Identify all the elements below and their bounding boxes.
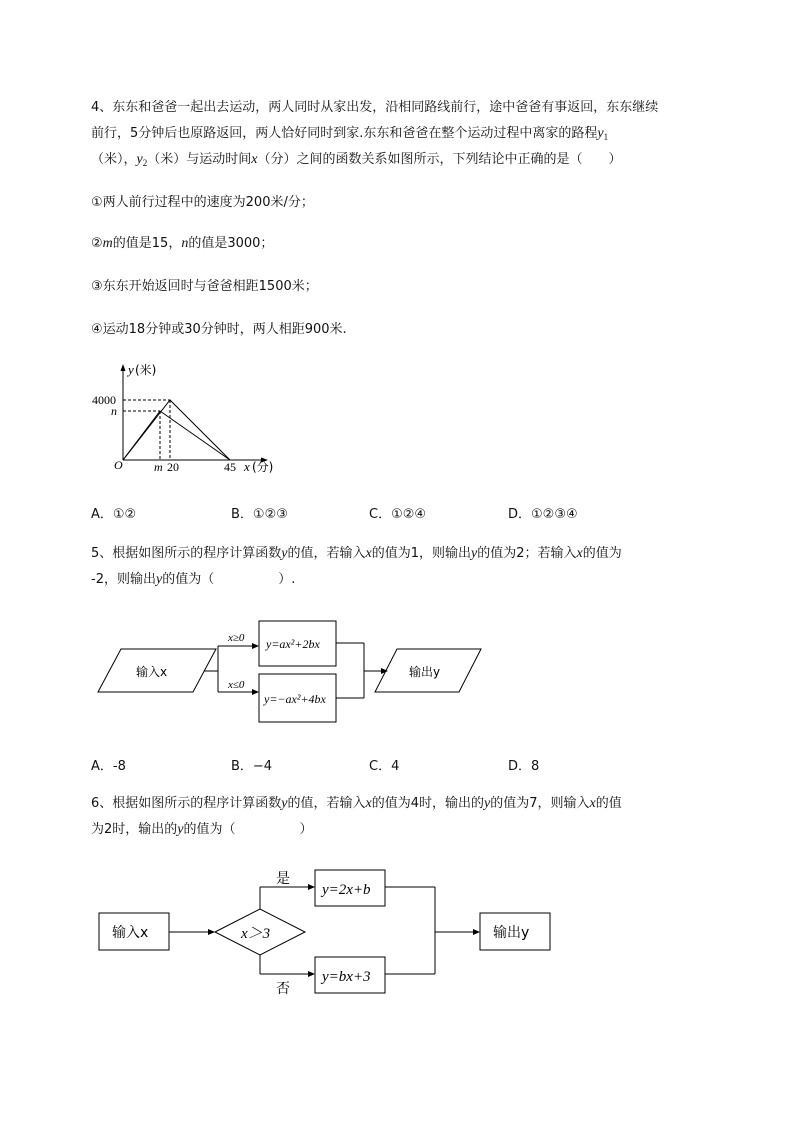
q4-statement-1: ①两人前行过程中的速度为200米/分； [91,195,314,210]
q4-line3-a: （米）， [91,152,137,167]
q4-s2-n: n [181,236,189,251]
q4-x-var: x [251,152,258,167]
q6-arrowhead-no [308,971,315,977]
q4-statement-4: ④运动18分钟或30分钟时，两人相距900米. [91,322,347,337]
q6-box-top-label: y=2x+b [322,882,371,898]
q4-option-a[interactable]: A．①② [91,507,137,522]
q5-line1-c: 的值为1，则输出 [371,546,472,561]
q6-line2-c: ） [299,822,313,837]
q5-box-bottom-label: y=−ax²+4bx [264,692,326,706]
q6-line2 [91,817,741,843]
q6-line1-d: 的值为7，则输入 [490,796,590,811]
q5-option-b[interactable]: B．−4 [231,759,273,774]
q4-tick-m: m [154,460,163,474]
q5-line2-c: ）. [278,572,296,587]
q4-x-label-var: x [244,459,250,474]
q4-s2-b: 的值是15， [112,236,182,251]
q6-output-label: 输出y [493,925,530,941]
q6-line2-b: 的值为（ [183,822,236,837]
q4-line3-c: （分）之间的函数关系如图所示，下列结论中正确的是（ ） [257,152,622,167]
q4-y2-sub: 2 [142,158,148,168]
q6-input-label: 输入x [112,925,149,941]
q6-line2-a: 为2时，输出的 [91,822,178,837]
q5-option-c[interactable]: C．4 [369,759,400,774]
q4-s2-m: m [102,236,113,251]
q4-s2-c: 的值是3000； [188,236,274,251]
q5-y-3: y [155,572,163,587]
q4-y1: y [597,126,604,141]
q6-line1-e: 的值 [595,796,622,811]
q5-cond-bottom: x≤0 [228,679,245,691]
q5-line1-b: 的值，若输入 [287,546,366,561]
q5-box-top-label: y=ax²+2bx [266,637,320,651]
q5-line2 [91,567,741,593]
q5-line2-b: 的值为（ [162,572,215,587]
q6-y-3: y [177,822,184,837]
q6-line1 [91,791,741,817]
q6-no-label: 否 [276,981,290,997]
q4-line-dad [123,411,230,460]
q5-input-label: 输入x [136,665,168,679]
q4-origin: O [114,458,123,472]
q5-cond-top: x≥0 [228,632,245,644]
q4-option-b[interactable]: B．①②③ [231,507,288,522]
q6-y-2: y [484,796,491,811]
q5-line1-d: 的值为2；若输入 [477,546,577,561]
q4-y1-sub: 1 [603,132,609,142]
q4-y-label-var: y [128,362,134,377]
q4-statement-3: ③东东开始返回时与爸爸相距1500米； [91,279,318,294]
q4-tick-4000: 4000 [92,393,116,407]
q4-line2-text: 前行，5分钟后也原路返回，两人恰好同时到家.东东和爸爸在整个运动过程中离家的路程 [91,126,598,141]
q5-flowchart [98,612,498,732]
q4-graph [92,360,300,480]
q4-y-label-unit: (米) [135,363,157,377]
q6-line1-a: 6、根据如图所示的程序计算函数 [91,796,282,811]
q6-x-2: x [589,796,596,811]
q6-y-1: y [281,796,288,811]
q4-line2 [91,121,741,150]
q4-statement-2 [91,231,741,257]
q4-line3-b: （米）与运动时间 [147,152,252,167]
q4-tick-n: n [111,404,117,418]
q4-s2-a: ② [91,236,103,251]
q5-option-d[interactable]: D．8 [508,759,540,774]
q4-option-d[interactable]: D．①②③④ [508,507,578,522]
q6-line1-c: 的值为4时，输出的 [371,796,485,811]
q4-line3 [91,147,741,176]
q5-line1 [91,541,741,567]
q5-arrowhead-top [252,643,259,649]
q4-option-c[interactable]: C．①②④ [369,507,427,522]
q4-tick-20: 20 [167,460,179,474]
q6-arrowhead-yes [308,884,315,890]
q6-line1-b: 的值，若输入 [287,796,366,811]
q4-y2: y [136,152,143,167]
q5-arrowhead-bottom [252,689,259,695]
q6-yes-label: 是 [276,871,290,887]
q5-x-1: x [365,546,372,561]
q6-x-1: x [365,796,372,811]
q4-x-label-unit: (分) [252,460,274,474]
q5-y-2: y [471,546,478,561]
q6-arrowhead-output [473,929,480,935]
q6-box-bottom-label: y=bx+3 [322,969,371,985]
q6-flowchart [98,862,568,1002]
q6-condition-label: x＞3 [241,926,271,942]
q5-output-label: 输出y [409,665,441,679]
q4-y-axis-arrow [121,364,126,371]
q5-line1-a: 5、根据如图所示的程序计算函数 [91,546,282,561]
q5-option-a[interactable]: A．-8 [91,759,126,774]
q4-tick-45: 45 [224,460,236,474]
q5-x-2: x [576,546,583,561]
q4-line-dongdong [123,400,230,460]
q5-y-1: y [281,546,288,561]
q4-line1: 4、东东和爸爸一起出去运动，两人同时从家出发，沿相同路线前行，途中爸爸有事返回，东东继续 [91,100,659,115]
q5-line1-e: 的值为 [582,546,622,561]
q5-line2-a: -2，则输出 [91,572,156,587]
